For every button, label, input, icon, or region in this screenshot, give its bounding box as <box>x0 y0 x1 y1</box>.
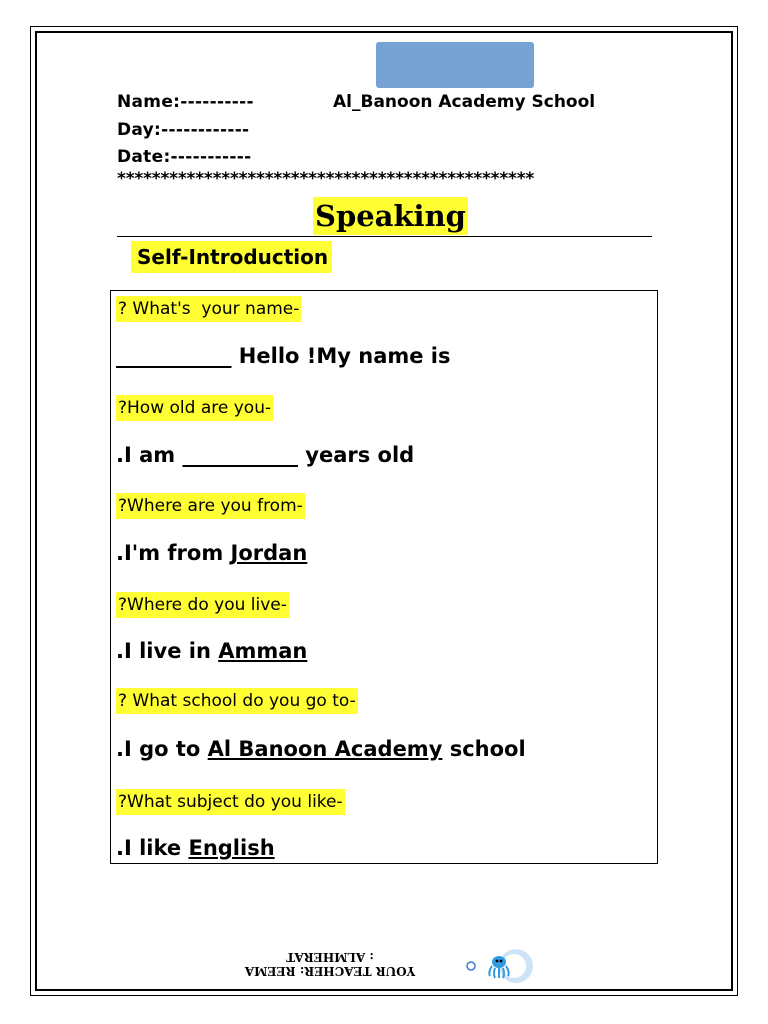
qa-box <box>110 290 658 864</box>
name-line: Name:---------- <box>117 92 254 112</box>
answer-from: .I'm from Jordan <box>116 541 308 565</box>
answer-school-name: Al Banoon Academy <box>207 737 443 761</box>
question-age: ?How old are you- <box>116 395 273 421</box>
answer-name: ___________ Hello !My name is <box>116 344 451 368</box>
title-rule <box>117 236 652 237</box>
octopus-icon <box>466 948 538 988</box>
question-name: ? What's your name- <box>116 296 301 322</box>
answer-subject: .I like English <box>116 836 275 860</box>
answer-live-city: Amman <box>218 639 308 663</box>
header-blue-box <box>376 42 534 88</box>
answer-subject-name: English <box>188 836 275 860</box>
question-from: ?Where are you from- <box>116 493 305 519</box>
question-live: ?Where do you live- <box>116 592 289 618</box>
day-line: Day:------------ <box>117 120 250 140</box>
answer-age: .I am ___________ years old <box>116 443 415 467</box>
date-line: Date:----------- <box>117 147 252 167</box>
teacher-line-1: YOUR TEACHER: REEMA <box>244 964 416 978</box>
teacher-credit <box>225 950 435 978</box>
answer-school: .I go to Al Banoon Academy school <box>116 737 526 761</box>
separator-stars: ************************************************ <box>117 169 535 189</box>
school-name: Al_Banoon Academy School <box>333 92 596 112</box>
question-school: ? What school do you go to- <box>116 688 358 714</box>
question-subject: ?What subject do you like- <box>116 789 345 815</box>
teacher-line-2: : ALMHERAT <box>286 950 374 964</box>
answer-from-country: Jordan <box>230 541 308 565</box>
section-subtitle: Self-Introduction <box>131 241 332 273</box>
page-title: Speaking <box>315 199 466 233</box>
answer-live: .I live in Amman <box>116 639 308 663</box>
